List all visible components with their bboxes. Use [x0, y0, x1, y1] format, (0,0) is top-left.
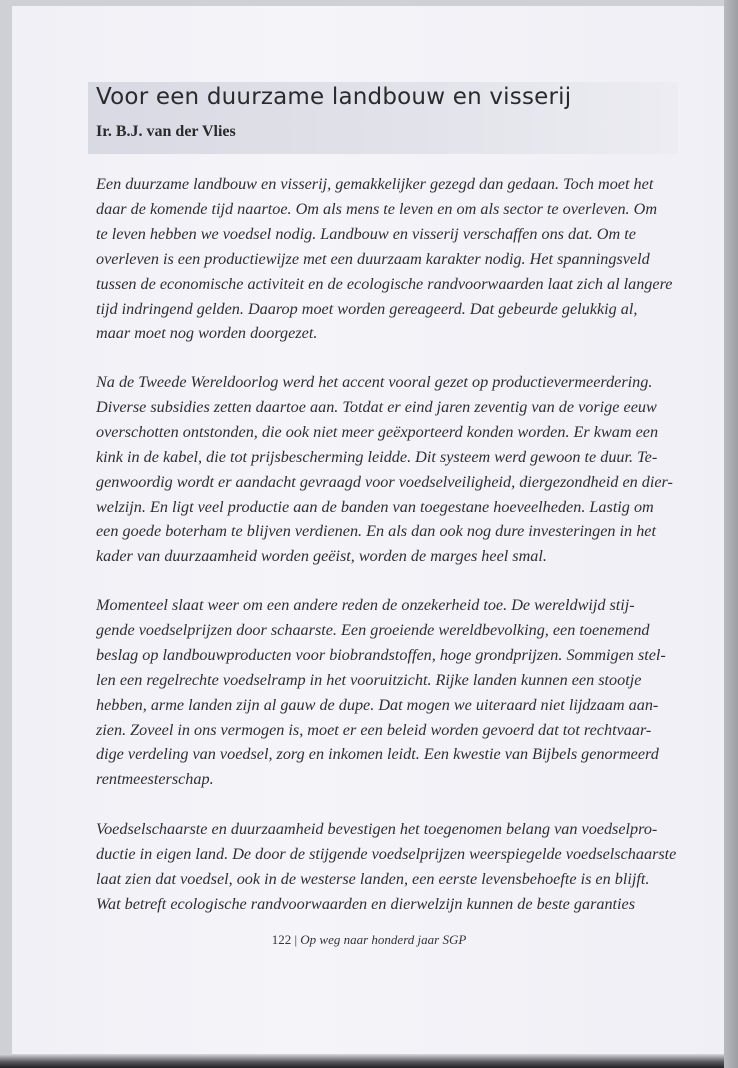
article-title: Voor een duurzame landbouw en visserij — [96, 84, 572, 110]
text-line: beslag op landbouwproducten voor biobrandstoffen, hoge grondprijzen. Sommigen stel- — [96, 645, 666, 664]
page-edge-shadow — [724, 0, 738, 1068]
scan-bottom-edge — [0, 1054, 724, 1068]
text-line: Momenteel slaat weer om een andere reden de onzekerheid toe. De wereldwijd stij- — [96, 596, 635, 614]
page-number: 122 — [271, 932, 292, 947]
footer-separator: | — [294, 932, 298, 947]
text-line: kader van duurzaamheid worden geëist, worden de marges heel smal. — [96, 547, 547, 566]
text-line: genwoordig wordt er aandacht gevraagd voor voedselveiligheid, diergezondheid en dier- — [96, 472, 673, 491]
text-line: daar de komende tijd naartoe. Om als mens te leven en om als sector te overleven. Om — [96, 199, 658, 218]
text-line: overleven is een productiewijze met een duurzaam karakter nodig. Het spanningsveld — [96, 249, 650, 268]
text-line: Diverse subsidies zetten daartoe aan. Totdat er eind jaren zeventig van de vorige eeuw — [96, 397, 657, 416]
text-line: dige verdeling van voedsel, zorg en inkomen leidt. Een kwestie van Bijbels genormeerd — [96, 745, 659, 764]
text-line: Voedselschaarste en duurzaamheid bevestigen het toegenomen belang van voedselpro- — [96, 820, 658, 838]
text-line: kink in de kabel, die tot prijsbescherming leidde. Dit systeem werd gewoon te duur. Te- — [96, 447, 658, 466]
text-line: ductie in eigen land. De door de stijgende voedselprijzen weerspiegelde voedselschaarste — [96, 844, 677, 863]
text-line: maar moet nog worden doorgezet. — [96, 324, 318, 343]
text-line: Een duurzame landbouw en visserij, gemakkelijker gezegd dan gedaan. Toch moet het — [96, 175, 654, 193]
text-line: zien. Zoveel in ons vermogen is, moet er een beleid worden gevoerd dat tot rechtvaar- — [96, 720, 652, 739]
text-line: te leven hebben we voedsel nodig. Landbouw en visserij verschaffen ons dat. Om te — [96, 224, 636, 243]
page-footer — [0, 932, 738, 948]
text-line: welzijn. En ligt veel productie aan de banden van toegestane hoeveelheden. Lastig om — [96, 497, 654, 516]
text-line: Wat betreft ecologische randvoorwaarden en dierwelzijn kunnen de beste garanties — [96, 894, 636, 913]
text-line: Na de Tweede Wereldoorlog werd het accent vooral gezet op productievermeerdering. — [96, 373, 653, 391]
text-line: gende voedselprijzen door schaarste. Een groeiende wereldbevolking, een toenemend — [96, 620, 650, 639]
series-title: Op weg naar honderd jaar SGP — [300, 932, 467, 947]
text-line: overschotten ontstonden, die ook niet meer geëxporteerd konden worden. Er kwam een — [96, 422, 659, 441]
text-line: len een regelrechte voedselramp in het vooruitzicht. Rijke landen kunnen een stootje — [96, 670, 642, 689]
paragraph-3 — [96, 593, 666, 792]
text-line: een goede boterham te blijven verdienen. En als dan ook nog dure investeringen in het — [96, 522, 656, 541]
text-line: tussen de economische activiteit en de ecologische randvoorwaarden laat zich al langere — [96, 274, 673, 293]
paragraph-2 — [96, 370, 673, 569]
text-line: laat zien dat voedsel, ook in de westerse landen, een eerste levensbehoefte is en blijft. — [96, 869, 650, 888]
article-author: Ir. B.J. van der Vlies — [96, 123, 236, 140]
text-line: hebben, arme landen zijn al gauw de dupe. Dat mogen we uiteraard niet lijdzaam aan- — [96, 695, 659, 714]
paragraph-4 — [96, 817, 676, 917]
text-line: rentmeesterschap. — [96, 770, 214, 789]
paragraph-1 — [96, 172, 672, 346]
text-line: tijd indringend gelden. Daarop moet worden gereageerd. Dat gebeurde gelukkig al, — [96, 299, 638, 318]
